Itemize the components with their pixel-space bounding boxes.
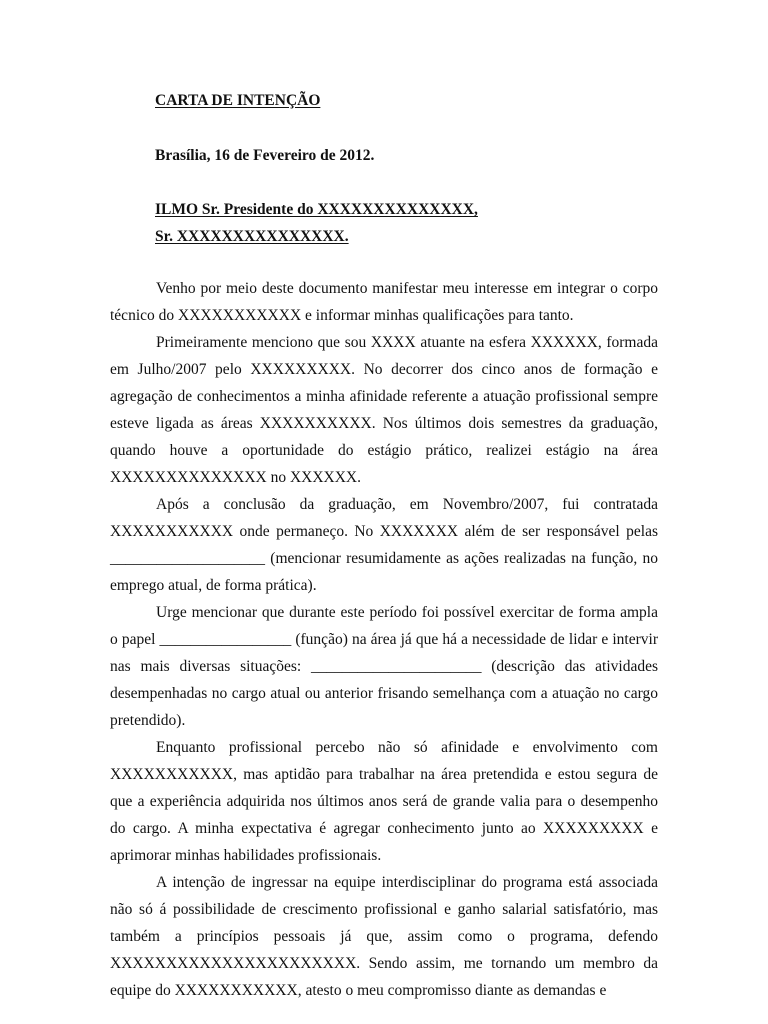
letter-body [110,275,658,1004]
paragraph: Venho por meio deste documento manifestar meu interesse em integrar o corpo técnico do XXXXXXXXXXX e informar minhas qualificações para tanto. [110,280,658,324]
paragraph: Após a conclusão da graduação, em Novembro/2007, fui contratada XXXXXXXXXXX onde permaneço. No XXXXXXX além de ser responsável pelas ____________________ (mencionar resumidamente as ações realizadas na função, no emprego atual, de forma prática). [110,496,658,594]
paragraph: Urge mencionar que durante este período foi possível exercitar de forma ampla o papel _________________ (função) na área já que há a necessidade de lidar e intervir nas mais diversas situações: ______________________ (descrição das atividades desempenhadas no cargo atual ou anterior frisando semelhança com a atuação no cargo pretendido). [110,604,658,729]
paragraph: Primeiramente menciono que sou XXXX atuante na esfera XXXXXX, formada em Julho/2007 pelo XXXXXXXXX. No decorrer dos cinco anos de formação e agregação de conhecimentos a minha afinidade referente a atuação profissional sempre esteve ligada as áreas XXXXXXXXXX. Nos últimos dois semestres da graduação, quando houve a oportunidade do estágio prático, realizei estágio na área XXXXXXXXXXXXXX no XXXXXX. [110,334,658,486]
recipient-line-1: ILMO Sr. Presidente do XXXXXXXXXXXXXX, [155,201,478,218]
letter-title: CARTA DE INTENÇÃO [155,92,321,109]
paragraph: A intenção de ingressar na equipe interdisciplinar do programa está associada não só á possibilidade de crescimento profissional e ganho salarial satisfatório, mas também a princípios pessoais já que, assim como o programa, defendo XXXXXXXXXXXXXXXXXXXXXX. Sendo assim, me tornando um membro da equipe do XXXXXXXXXXX, atesto o meu compromisso diante as demandas e [110,874,658,999]
paragraph: Enquanto profissional percebo não só afinidade e envolvimento com XXXXXXXXXXX, mas aptidão para trabalhar na área pretendida e estou segura de que a experiência adquirida nos últimos anos será de grande valia para o desempenho do cargo. A minha expectativa é agregar conhecimento junto ao XXXXXXXXX e aprimorar minhas habilidades profissionais. [110,739,658,864]
recipient-line-2: Sr. XXXXXXXXXXXXXXX. [155,228,349,245]
date-line: Brasília, 16 de Fevereiro de 2012. [155,147,375,164]
